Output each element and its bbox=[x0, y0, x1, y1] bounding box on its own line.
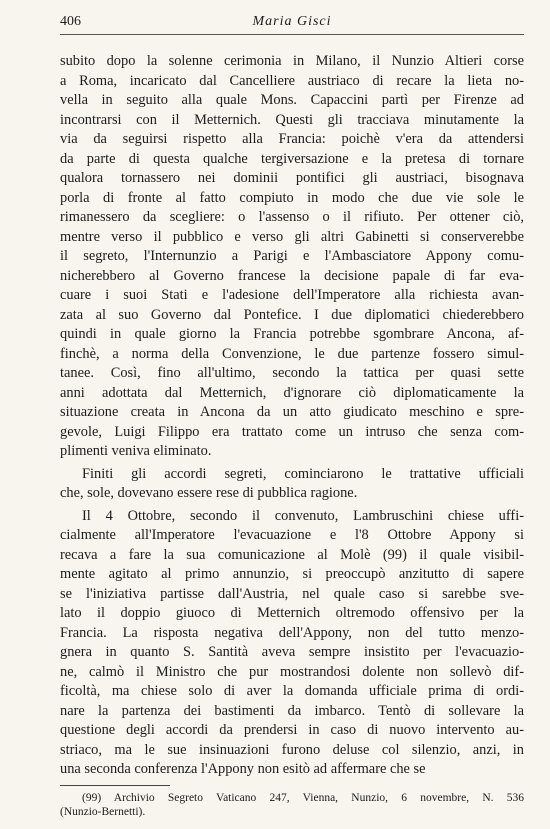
text-line: gnera in quanto S. Santità aveva sempre insistito per l'evacuazio- bbox=[60, 644, 524, 660]
text-line: zata al suo Governo dal Pontefice. I due diplomatici chiederebbero bbox=[60, 306, 524, 323]
text-line: rimanessero da scegliere: o l'assenso o il rifiuto. Per ottener ciò, bbox=[60, 209, 524, 225]
text-line: finchè, a norma della Convenzione, le due partenze fossero simul- bbox=[60, 345, 524, 362]
text-line: da parte di questa qualche tergiversazione e la pretesa di tornare bbox=[60, 150, 524, 167]
page-header bbox=[60, 10, 524, 35]
text-line: mente agitato al primo annunzio, si preoccupò anzitutto di sapere bbox=[60, 566, 524, 582]
text-line: vella in seguito alla quale Mons. Capaccini partì per Firenze ad bbox=[60, 92, 524, 108]
text-line: Finiti gli accordi segreti, cominciarono le trattative ufficiali bbox=[82, 465, 524, 482]
text-line: mentre verso il pubblico e verso gli altri Gabinetti si conserverebbe bbox=[60, 228, 524, 245]
text-line: nicherebbero al Governo francese la decisione papale di far eva- bbox=[60, 267, 524, 284]
text-line: plimenti veniva eliminato. bbox=[60, 443, 212, 459]
text-line: ne, calmò il Ministro che pur mostrandosi dolente non sollevò dif- bbox=[60, 663, 524, 680]
text-line: una seconda conferenza l'Appony non esitò ad affermare che se bbox=[60, 761, 426, 777]
text-line: via da seguirsi rispetto alla Francia: poichè v'era da attendersi bbox=[60, 131, 524, 147]
text-line: ficoltà, ma chiese solo di aver la domanda ufficiale prima di ordi- bbox=[60, 683, 524, 699]
paragraph-3 bbox=[60, 507, 524, 780]
text-line: questione degli accordi da prendersi in caso di nuovo intervento au- bbox=[60, 722, 524, 738]
text-line: gevole, Luigi Filippo era trattato come un intruso che senza com- bbox=[60, 423, 524, 440]
text-line: incontrarsi con il Metternich. Questi gli tracciava minutamente la bbox=[60, 111, 524, 128]
text-line: tanee. Così, fino all'ultimo, secondo la tattica per quasi sette bbox=[60, 365, 524, 381]
text-line: a Roma, incaricato dal Cancelliere austriaco di recare la lieta no- bbox=[60, 72, 524, 89]
text-line: porla di fronte al fatto compiuto in modo che due vie sole le bbox=[60, 189, 524, 206]
page-number: 406 bbox=[60, 14, 81, 29]
paragraph-2 bbox=[60, 465, 524, 504]
text-line: recava a fare la sua comunicazione al Molè (99) il quale visibil- bbox=[60, 546, 524, 563]
footnote bbox=[60, 791, 524, 819]
text-line: qualora tornassero nei dominii pontifici gli austriaci, bisognava bbox=[60, 170, 524, 186]
running-head: Maria Gisci bbox=[252, 14, 332, 29]
body-text bbox=[60, 52, 524, 780]
text-line: se l'iniziativa partisse dall'Austria, nel quale caso si sarebbe sve- bbox=[60, 585, 524, 602]
text-line: quindi in quale giorno la Francia potrebbe sgombrare Ancona, af- bbox=[60, 326, 524, 342]
paragraph-1 bbox=[60, 52, 524, 462]
footnote-rule bbox=[60, 785, 170, 786]
text-line: Francia. La risposta negativa dell'Appony, non del tutto menzo- bbox=[60, 624, 524, 641]
text-line: Il 4 Ottobre, secondo il convenuto, Lambruschini chiese uffi- bbox=[82, 507, 524, 524]
text-line: nare la partenza dei bastimenti da imbarco. Tentò di sollevare la bbox=[60, 702, 524, 719]
text-line: (Nunzio-Bernetti). bbox=[60, 806, 146, 818]
text-line: il segreto, l'Internunzio a Parigi e l'Ambasciatore Appony comu- bbox=[60, 248, 524, 264]
text-line: lato il doppio giuoco di Metternich oltremodo offensivo per la bbox=[60, 605, 524, 621]
text-line: cialmente all'Imperatore l'evacuazione e l'8 Ottobre Appony si bbox=[60, 527, 524, 543]
text-line: (99) Archivio Segreto Vaticano 247, Vienna, Nunzio, 6 novembre, N. 536 bbox=[82, 792, 524, 804]
text-line: subito dopo la solenne cerimonia in Milano, il Nunzio Altieri corse bbox=[60, 53, 524, 69]
text-line: che, sole, dovevano essere rese di pubblica ragione. bbox=[60, 485, 358, 501]
text-line: striaco, ma le sue insinuazioni furono deluse col silenzio, anzi, in bbox=[60, 741, 524, 758]
text-line: cuare i suoi Stati e l'adesione dell'Imperatore alla richiesta avan- bbox=[60, 287, 524, 303]
text-line: anni adottata dal Metternich, d'ignorare ciò diplomaticamente la bbox=[60, 384, 524, 401]
text-line: situazione creata in Ancona da un atto giudicato meschino e spre- bbox=[60, 404, 524, 420]
